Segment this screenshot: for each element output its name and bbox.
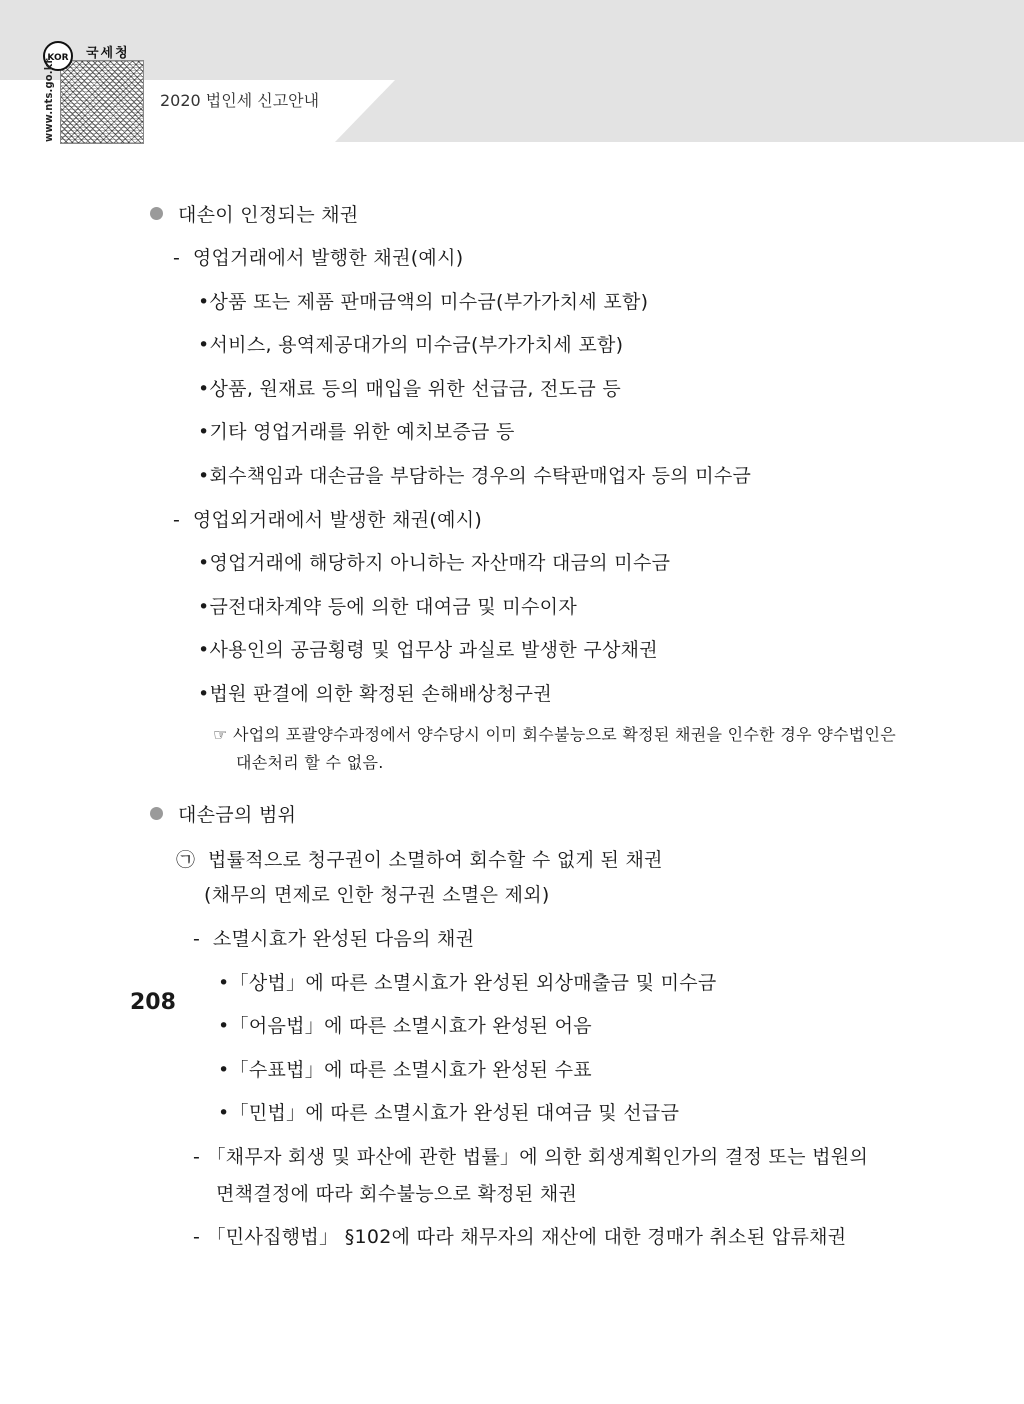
group-item-text: 「채무자 회생 및 파산에 관한 법률」에 의한 회생계획인가의 결정 또는 법원의 — [206, 1146, 869, 1168]
section-heading — [150, 800, 296, 827]
bullet-icon: • — [218, 972, 230, 994]
dash-marker: - — [173, 509, 181, 531]
note-continuation: 대손처리 할 수 없음. — [236, 753, 384, 772]
list-item: •금전대차계약 등에 의한 대여금 및 미수이자 — [198, 596, 577, 618]
section-heading — [150, 200, 359, 227]
list-item: •서비스, 용역제공대가의 미수금(부가가치세 포함) — [198, 334, 624, 356]
group-title — [173, 505, 482, 532]
bullet-icon: • — [198, 639, 210, 661]
list-item: •「상법」에 따른 소멸시효가 완성된 외상매출금 및 미수금 — [218, 972, 717, 994]
group-item-continuation: 면책결정에 따라 회수불능으로 확정된 채권 — [216, 1183, 578, 1205]
bullet-dot-icon — [150, 807, 163, 820]
list-item: •기타 영업거래를 위한 예치보증금 등 — [198, 421, 515, 443]
dash-marker: - — [193, 928, 201, 950]
dash-marker: - — [193, 1226, 201, 1248]
bullet-icon: • — [218, 1102, 230, 1124]
page-number: 208 — [130, 990, 176, 1015]
org-name: 국세청 — [86, 46, 130, 61]
group-item-text: 「민사집행법」 §102에 따라 채무자의 재산에 대한 경매가 취소된 압류채권 — [206, 1226, 847, 1248]
dash-marker: - — [193, 1146, 201, 1168]
clause-continuation: (채무의 면제로 인한 청구권 소멸은 제외) — [204, 884, 550, 906]
bullet-icon: • — [218, 1015, 230, 1037]
list-item: •회수책임과 대손금을 부담하는 경우의 수탁판매업자 등의 미수금 — [198, 465, 752, 487]
bullet-icon: • — [198, 291, 210, 313]
group-title-text: 소멸시효가 완성된 다음의 채권 — [212, 928, 475, 950]
circled-letter-marker: ㉠ — [176, 849, 196, 871]
list-item: •「수표법」에 따른 소멸시효가 완성된 수표 — [218, 1059, 592, 1081]
group-item — [193, 1142, 868, 1169]
list-item: •사용인의 공금횡령 및 업무상 과실로 발생한 구상채권 — [198, 639, 658, 661]
note-text: 사업의 포괄양수과정에서 양수당시 이미 회수불능으로 확정된 채권을 인수한 경우 양수법인은 — [233, 725, 897, 744]
group-item — [193, 1222, 846, 1249]
section-heading-text: 대손금의 범위 — [178, 804, 297, 826]
bullet-icon: • — [198, 465, 210, 487]
list-item: •「민법」에 따른 소멸시효가 완성된 대여금 및 선급금 — [218, 1102, 680, 1124]
group-title-text: 영업거래에서 발행한 채권(예시) — [192, 247, 464, 269]
list-item: •상품, 원재료 등의 매입을 위한 선급금, 전도금 등 — [198, 378, 621, 400]
dash-marker: - — [173, 247, 181, 269]
bullet-icon: • — [198, 552, 210, 574]
section-heading-text: 대손이 인정되는 채권 — [178, 204, 359, 226]
bullet-icon: • — [198, 421, 210, 443]
svg-text:KOR: KOR — [47, 53, 69, 63]
list-item: •법원 판결에 의한 확정된 손해배상청구권 — [198, 683, 552, 705]
bullet-icon: • — [198, 683, 210, 705]
group-title — [173, 243, 463, 270]
bullet-icon: • — [198, 596, 210, 618]
group-title — [193, 924, 474, 951]
bullet-dot-icon — [150, 207, 163, 220]
pointing-hand-icon: ☞ — [213, 725, 228, 744]
note — [213, 722, 896, 745]
doc-title: 2020 법인세 신고안내 — [160, 91, 320, 110]
list-item: •상품 또는 제품 판매금액의 미수금(부가가치세 포함) — [198, 291, 649, 313]
site-url[interactable]: www.nts.go.kr — [42, 58, 55, 142]
qr-code — [60, 60, 144, 144]
list-item: •「어음법」에 따른 소멸시효가 완성된 어음 — [218, 1015, 592, 1037]
bullet-icon: • — [198, 378, 210, 400]
clause — [176, 845, 663, 872]
list-item: •영업거래에 해당하지 아니하는 자산매각 대금의 미수금 — [198, 552, 671, 574]
group-title-text: 영업외거래에서 발생한 채권(예시) — [192, 509, 483, 531]
bullet-icon: • — [198, 334, 210, 356]
bullet-icon: • — [218, 1059, 230, 1081]
header-shape — [0, 0, 1024, 142]
clause-text: 법률적으로 청구권이 소멸하여 회수할 수 없게 된 채권 — [208, 849, 663, 871]
